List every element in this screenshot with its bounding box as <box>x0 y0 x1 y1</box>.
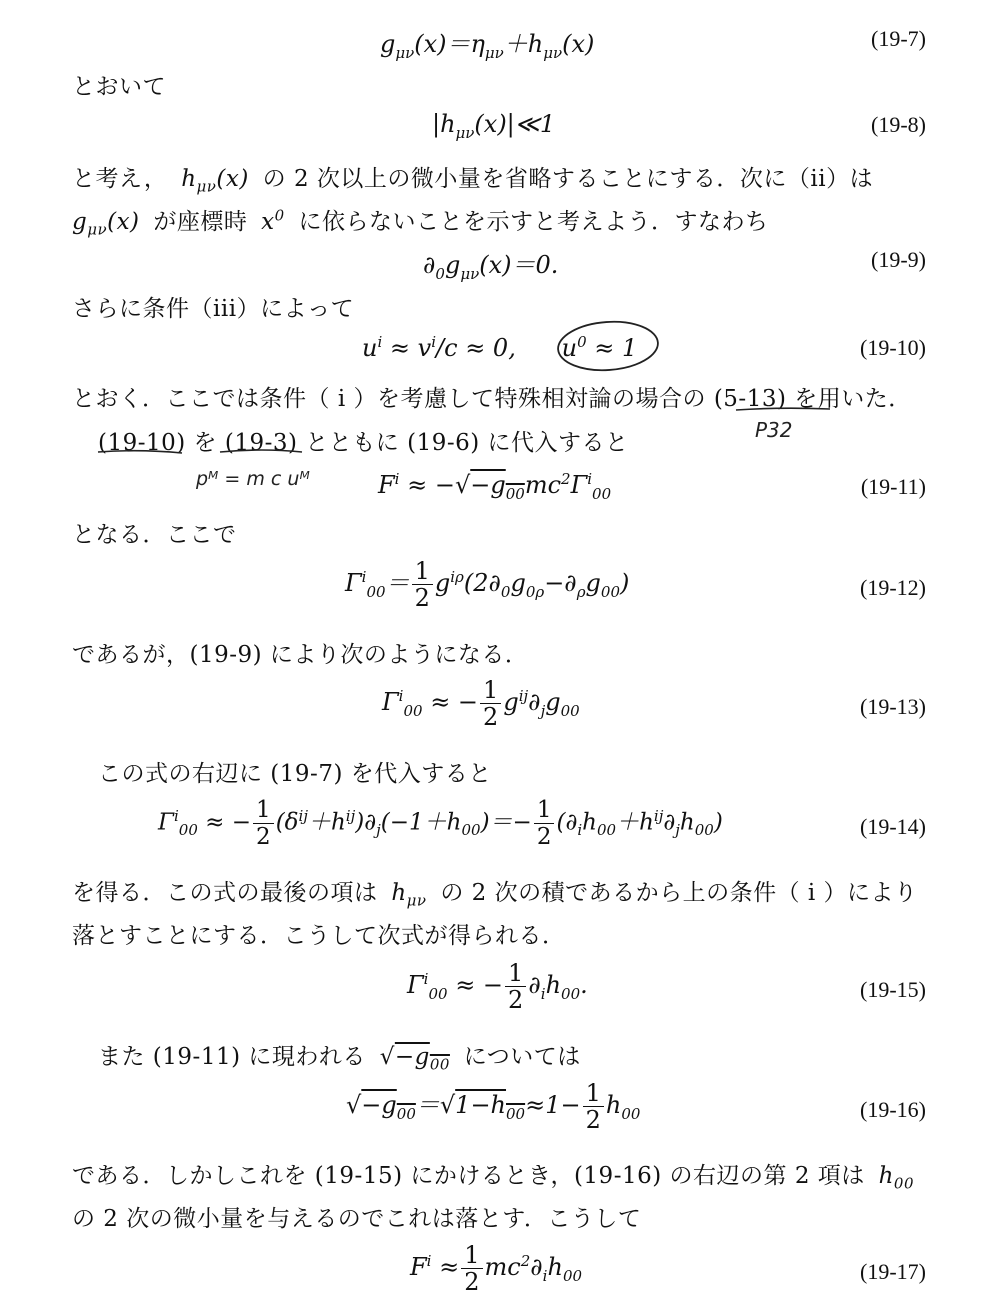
text-line: と考え， $h_{\mu\nu}(x)$ の 2 次以上の微小量を省略することにする．次に（ii）は <box>72 166 874 196</box>
equation-19-7: $g_{\mu\nu}(x)=\eta_{\mu\nu}+h_{\mu\nu}(x)$ <box>380 30 595 62</box>
equation-19-15: $\Gamma^i_{00}$ ≈ − $\frac{1}{2}$ $\partial_ih_{00}$. <box>407 959 588 1014</box>
equation-19-16: $√-g_{00}=√1-h_{00}\approx 1-$ $\frac{1}{2}$ $h_{00}$ <box>346 1079 641 1134</box>
text-line: とおく．ここでは条件（ i ）を考慮して特殊相対論の場合の (5-13) を用いた． <box>72 386 912 412</box>
equation-number: (19-15) <box>860 977 926 1002</box>
text-line: また (19-11) に現われる $√-g_{00}$ については <box>98 1044 581 1074</box>
text-line: 落とすことにする．こうして次式が得られる． <box>72 923 566 949</box>
equation-19-14: $\Gamma^i_{00}$ ≈ − $\frac{1}{2}$ $(\delta^{ij}+h^{ij})\partial_j(-1+h_{00})=-$ $\frac{1}{2}$ $(\partial_ih_{00}+h^{ij}\partial_jh_{00})$ <box>158 797 723 850</box>
text-line: の 2 次の微小量を与えるのでこれは落とす．こうして <box>72 1206 642 1232</box>
text-line: $g_{\mu\nu}(x)$ が座標時 $x^0$ に依らないことを示すと考えよう．すなわち <box>72 206 769 239</box>
equation-number: (19-12) <box>860 575 926 600</box>
equation-19-13: $\Gamma^i_{00}$ ≈ − $\frac{1}{2}$ $g^{ij}\partial_jg_{00}$ <box>382 676 580 731</box>
text-line: であるが，(19-9) により次のようになる． <box>72 642 529 668</box>
equation-number: (19-11) <box>860 474 926 499</box>
equation-number: (19-16) <box>860 1097 926 1122</box>
text-line: この式の右辺に (19-7) を代入すると <box>98 761 492 787</box>
text-line: を得る．この式の最後の項は $h_{\mu\nu}$ の 2 次の積であるから上の条件（ i ）により <box>72 880 918 910</box>
equation-19-11: $F^i \approx -√-g_{00}mc^2\Gamma^i_{00}$ <box>378 470 612 503</box>
text-line: である．しかしこれを (19-15) にかけるとき，(19-16) の右辺の第 2 項は $h_{00}$ <box>72 1163 915 1193</box>
equation-19-17: $F^i$ ≈ $\frac{1}{2}$ $mc^2\partial_ih_{00}$ <box>410 1241 583 1296</box>
text-line: (19-10) を (19-3) とともに (19-6) に代入すると <box>98 430 629 456</box>
equation-number: (19-10) <box>860 335 926 360</box>
text-line: とおいて <box>72 74 166 100</box>
handwritten-page-ref: P32 <box>755 418 793 442</box>
equation-number: (19-8) <box>871 112 926 137</box>
equation-number: (19-14) <box>860 814 926 839</box>
text-line: となる．ここで <box>72 522 237 548</box>
equation-19-9: $\partial_0g_{\mu\nu}(x)=0$. <box>423 251 559 283</box>
equation-number: (19-9) <box>871 247 926 272</box>
equation-19-12: $\Gamma^i_{00}=$ $\frac{1}{2}$ $g^{i\rho}(2\partial_0g_{0\rho}-\partial_\rho g_{00})$ <box>345 557 630 612</box>
equation-number: (19-7) <box>871 26 926 51</box>
equation-19-10: $u^i \approx v^i/c \approx 0$, $u^0 \approx 1$ <box>362 333 638 362</box>
equation-number: (19-13) <box>860 694 926 719</box>
equation-19-8: $|h_{\mu\nu}(x)|≪1$ <box>432 110 556 142</box>
text-line: さらに条件（iii）によって <box>72 296 355 322</box>
handwritten-momentum-note: pᴹ = m c uᴹ <box>196 468 310 490</box>
equation-number: (19-17) <box>860 1259 926 1284</box>
